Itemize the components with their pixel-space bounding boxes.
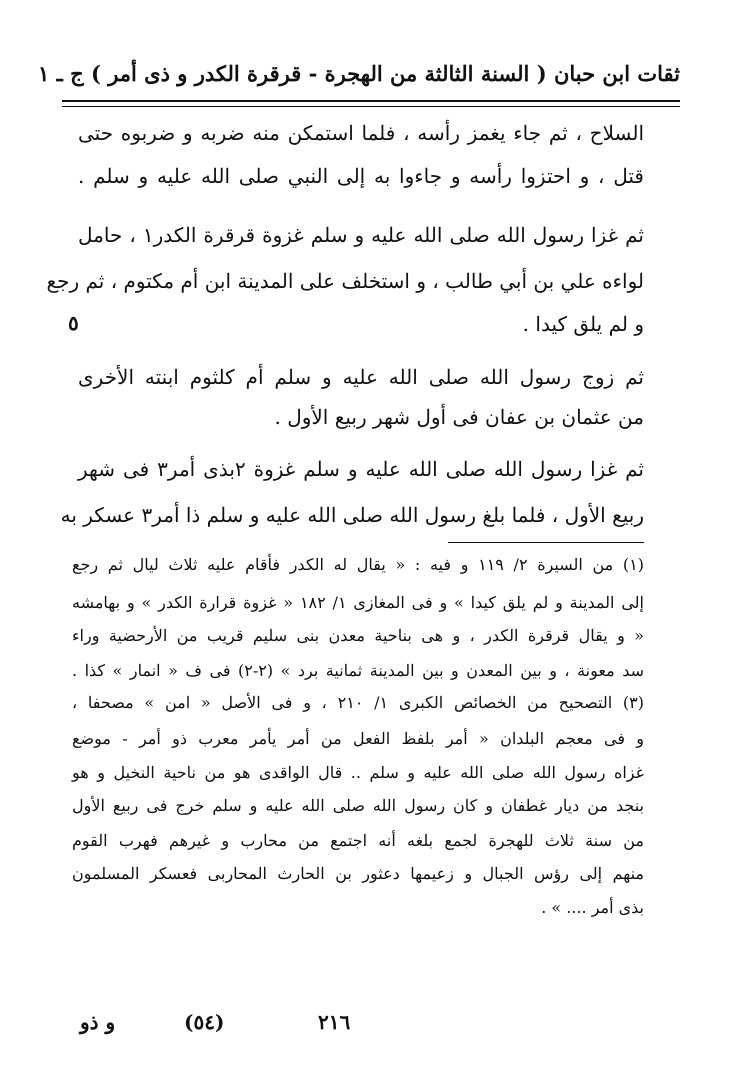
- text-line: لواءه علي بن أبي طالب ، و استخلف على المدينة ابن أم مكتوم ، ثم رجع: [46, 269, 644, 293]
- text-line: من عثمان بن عفان فى أول شهر ربيع الأول .: [274, 405, 644, 429]
- text-line: و لم يلق كيدا .: [522, 312, 644, 336]
- footnote-line: (١) من السيرة ٢/ ١١٩ و فيه : « يقال له الكدر فأقام عليه ثلاث ليال ثم رجع: [72, 555, 644, 574]
- text-line: ثم غزا رسول الله صلى الله عليه و سلم غزوة ٢بذى أمر٣ فى شهر: [78, 457, 644, 481]
- footnote-line: إلى المدينة و لم يلق كيدا » و فى المغازى ١/ ١٨٢ « غزوة قرارة الكدر » و بهامشه: [72, 593, 644, 612]
- footnote-line: غزاه رسول الله صلى الله عليه و سلم .. قال الواقدى هو من ناحية النخيل و هو: [72, 763, 644, 782]
- running-header: ثقات ابن حبان ( السنة الثالثة من الهجرة - قرقرة الكدر و ذى أمر ) ج ـ ١: [38, 61, 680, 86]
- header-rule-thin: [62, 106, 680, 107]
- footnote-line: (٣) التصحيح من الخصائص الكبرى ١/ ٢١٠ ، و فى الأصل « امن » مصحفا ،: [72, 693, 645, 712]
- footnote-line: منهم إلى رؤس الجبال و زعيمها دعثور بن الحارث المحاربى فعسكر المسلمون: [72, 864, 644, 883]
- text-line: السلاح ، ثم جاء يغمز رأسه ، فلما استمكن منه ضربه و ضربوه حتى: [78, 121, 644, 145]
- footnote-line: و فى معجم البلدان « أمر بلفظ الفعل من أمر يأمر معرب ذو أمر - موضع: [72, 729, 644, 748]
- footnote-line: سد معونة ، و بين المعدن و بين المدينة ثمانية برد » (٢-٢) فى ف « انمار » كذا .: [72, 661, 644, 680]
- text-line: ثم غزا رسول الله صلى الله عليه و سلم غزوة قرقرة الكدر١ ، حامل: [78, 223, 644, 247]
- page-number: ٢١٦: [318, 1010, 351, 1034]
- footnote-separator: [448, 542, 644, 543]
- text-line: قتل ، و احتزوا رأسه و جاءوا به إلى النبي صلى الله عليه و سلم .: [78, 164, 644, 188]
- line-number-marker: ٥: [68, 311, 79, 335]
- footnote-line: بذى أمر .... » .: [541, 898, 644, 917]
- footnote-line: من سنة ثلاث للهجرة لجمع بلغه أنه اجتمع من محارب و غيرهم فهرب القوم: [72, 831, 644, 850]
- sheet-mark: (٥٤): [184, 1010, 225, 1034]
- text-line: ثم زوج رسول الله صلى الله عليه و سلم أم كلثوم ابنته الأخرى: [78, 365, 644, 389]
- footnote-line: « و يقال قرقرة الكدر ، و هى بناحية معدن بنى سليم قريب من الأرحضية وراء: [72, 626, 644, 645]
- header-rule-thick: [62, 100, 680, 102]
- catchword: و ذو: [80, 1010, 116, 1034]
- text-line: ربيع الأول ، فلما بلغ رسول الله صلى الله عليه و سلم ذا أمر٣ عسكر به: [60, 503, 644, 527]
- footnote-line: بنجد من ديار غطفان و كان رسول الله صلى الله عليه و سلم خرج فى ربيع الأول: [72, 796, 644, 815]
